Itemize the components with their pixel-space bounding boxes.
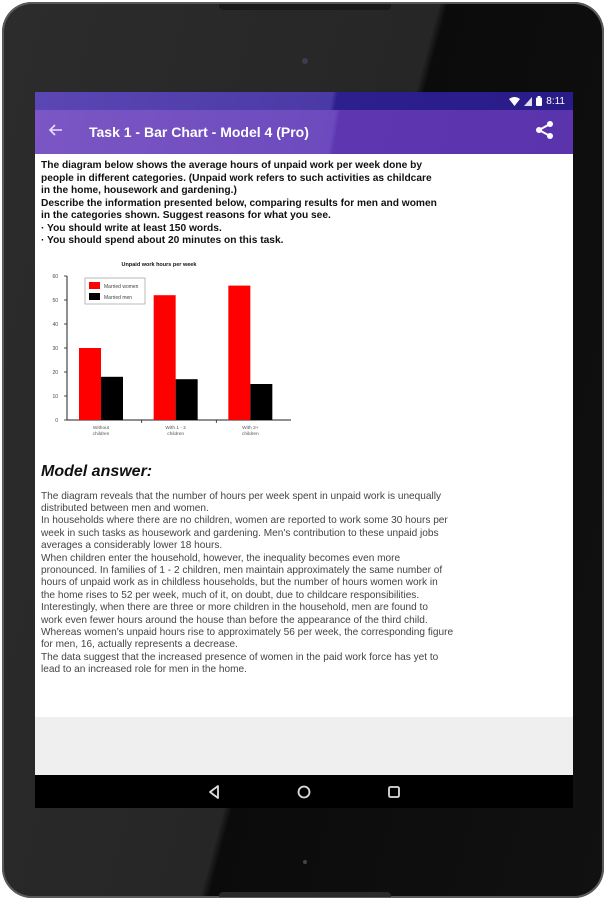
bottom-speaker [219,892,391,897]
model-answer-heading: Model answer: [41,462,153,480]
prompt-line: in the home, housework and gardening.) [41,185,237,196]
app-screen [35,92,573,808]
prompt-line: The diagram below shows the average hours of unpaid work per week done by [41,160,422,171]
x-tick-label: Without [92,425,110,431]
answer-line: week in such tasks as housework and gardening. Men's contribution to these unpaid jobs [41,527,439,539]
task-prompt [41,160,567,248]
bar-men [176,379,198,420]
front-camera [302,58,308,64]
y-tick-label: 40 [52,321,58,328]
back-icon [207,785,221,799]
x-tick-label: With 1 - 2 [165,425,186,431]
back-button[interactable] [49,123,71,141]
answer-line: The data suggest that the increased presence of women in the paid work force has yet to [41,651,439,663]
arrow-left-icon [49,124,63,136]
y-tick-label: 10 [52,393,58,400]
answer-line: Whereas women's unpaid hours rise to approximately 56 per week, the corresponding figure [41,626,454,638]
answer-line: averages a considerably lower 18 hours. [41,540,223,552]
prompt-line: Describe the information presented below, comparing results for men and women [41,197,437,209]
answer-line: In households where there are no children, women are reported to work some 30 hours per [41,515,448,527]
answer-line: distributed between men and women. [41,502,209,514]
y-tick-label: 20 [52,369,58,376]
answer-line: pronounced. In families of 1 - 2 children, men maintain approximately the same number of [41,564,443,576]
y-tick-label: 0 [55,417,58,424]
x-tick-label: children [241,431,259,437]
status-bar [35,92,573,110]
legend-swatch [89,293,100,300]
home-icon [297,785,311,799]
chart-svg [41,256,301,451]
page-title: Task 1 - Bar Chart - Model 4 (Pro) [89,124,309,140]
bar-women [154,295,176,420]
answer-line: When children enter the household, however, the inequality becomes even more [41,552,401,564]
model-answer-text [41,491,567,677]
bottom-sensor [303,860,307,864]
answer-line: hours of unpaid work as in childless households, but the number of hours women work in [41,577,438,589]
status-time: 8:11 [546,95,565,107]
content-area [35,154,573,677]
top-speaker [219,4,391,10]
chart-title: Unpaid work hours per week [121,261,197,268]
y-tick-label: 50 [52,297,58,304]
prompt-line: · You should write at least 150 words. [41,222,222,234]
legend-swatch [89,282,100,289]
bar-women [79,348,101,420]
bar-men [250,384,272,420]
legend-label: Married women [104,283,139,290]
x-tick-label: children [92,431,110,437]
navigation-bar [35,775,573,808]
nav-back-button[interactable] [199,780,229,804]
answer-line: Interestingly, when there are three or more children in the household, men are found to [41,602,428,614]
x-tick-label: children [167,431,185,437]
bar-women [228,285,250,419]
recents-icon [387,785,401,799]
bar-chart [41,256,301,451]
app-toolbar [35,110,573,154]
answer-line: The diagram reveals that the number of hours per week spent in unpaid work is unequally [41,490,442,502]
signal-icon [524,97,532,106]
legend-label: Married men [104,294,133,301]
y-tick-label: 60 [52,273,58,280]
battery-icon [536,96,542,106]
nav-home-button[interactable] [289,780,319,804]
bar-men [101,376,123,419]
answer-line: work even fewer hours around the house than before the appearance of the third child. [41,614,428,626]
share-button[interactable] [535,120,559,145]
prompt-line: · You should spend about 20 minutes on this task. [41,235,284,246]
answer-line: lead to an increased role for men in the home. [41,664,247,676]
share-icon [535,120,555,140]
prompt-line: people in different categories. (Unpaid work refers to such activities as childcare [41,172,432,184]
nav-recents-button[interactable] [379,780,409,804]
wifi-icon [509,97,520,106]
x-tick-label: With 3+ [242,425,259,431]
y-tick-label: 30 [52,345,58,352]
answer-line: the home rises to 52 per week, much of it, on doubt, due to childcare responsibilities. [41,589,420,601]
prompt-line: in the categories shown. Suggest reasons for what you see. [41,210,331,221]
answer-line: for men, 16, actually represents a decrease. [41,639,238,651]
